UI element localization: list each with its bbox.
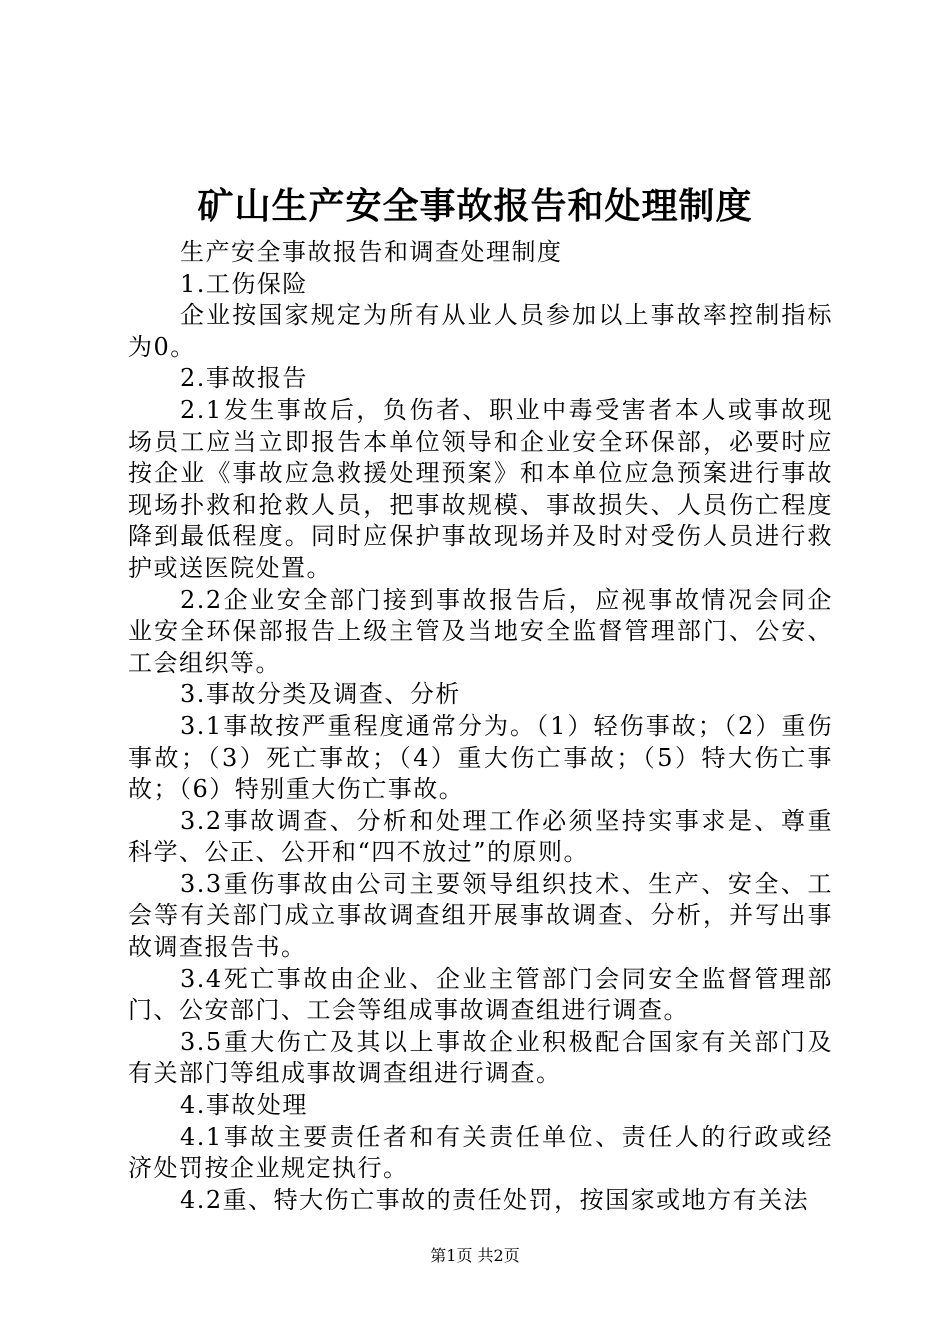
- paragraph: 4.1事故主要责任者和有关责任单位、责任人的行政或经济处罚按企业规定执行。: [128, 1122, 833, 1183]
- heading-1: 1.工伤保险: [180, 269, 308, 298]
- paragraph: 3.3重伤事故由公司主要领导组织技术、生产、安全、工会等有关部门成立事故调查组开展事故调查、分析，并写出事故调查报告书。: [128, 869, 833, 962]
- heading-3: 3.事故分类及调查、分析: [180, 680, 461, 709]
- paragraph: 3.4死亡事故由企业、企业主管部门会同安全监督管理部门、公安部门、工会等组成事故调查组进行调查。: [128, 964, 833, 1025]
- heading-4: 4.事故处理: [180, 1091, 308, 1120]
- paragraph: 企业按国家规定为所有从业人员参加以上事故率控制指标为0。: [128, 301, 833, 361]
- document-title: 矿山生产安全事故报告和处理制度: [197, 186, 753, 227]
- paragraph: 4.2重、特大伤亡事故的责任处罚，按国家或地方有关法: [180, 1185, 810, 1214]
- heading-2: 2.事故报告: [180, 364, 308, 393]
- paragraph: 3.5重大伤亡及其以上事故企业积极配合国家有关部门及有关部门等组成事故调查组进行调查。: [128, 1027, 833, 1088]
- paragraph-subtitle: 生产安全事故报告和调查处理制度: [180, 238, 563, 266]
- page-total: 共2页: [477, 1246, 520, 1265]
- paragraph: 2.1发生事故后，负伤者、职业中毒受害者本人或事故现场员工应当立即报告本单位领导和企业安全环保部，必要时应按企业《事故应急救援处理预案》和本单位应急预案进行事故现场扑救和抢救人员，把事故规模、事故损失、人员伤亡程度降到最低程度。同时应保护事故现场并及时对受伤人员进行救护或送医院处置。: [128, 395, 833, 582]
- document-body: [128, 237, 833, 1216]
- paragraph: 3.1事故按严重程度通常分为。（1）轻伤事故；（2）重伤事故；（3）死亡事故；（4）重大伤亡事故；（5）特大伤亡事故；（6）特别重大伤亡事故。: [128, 711, 833, 804]
- page-number: 第1页: [430, 1246, 473, 1265]
- page-footer: [0, 1244, 950, 1268]
- paragraph: 3.2事故调查、分析和处理工作必须坚持实事求是、尊重科学、公正、公开和“四不放过”的原则。: [128, 806, 833, 867]
- paragraph: 2.2企业安全部门接到事故报告后，应视事故情况会同企业安全环保部报告上级主管及当地安全监督管理部门、公安、工会组织等。: [128, 585, 833, 677]
